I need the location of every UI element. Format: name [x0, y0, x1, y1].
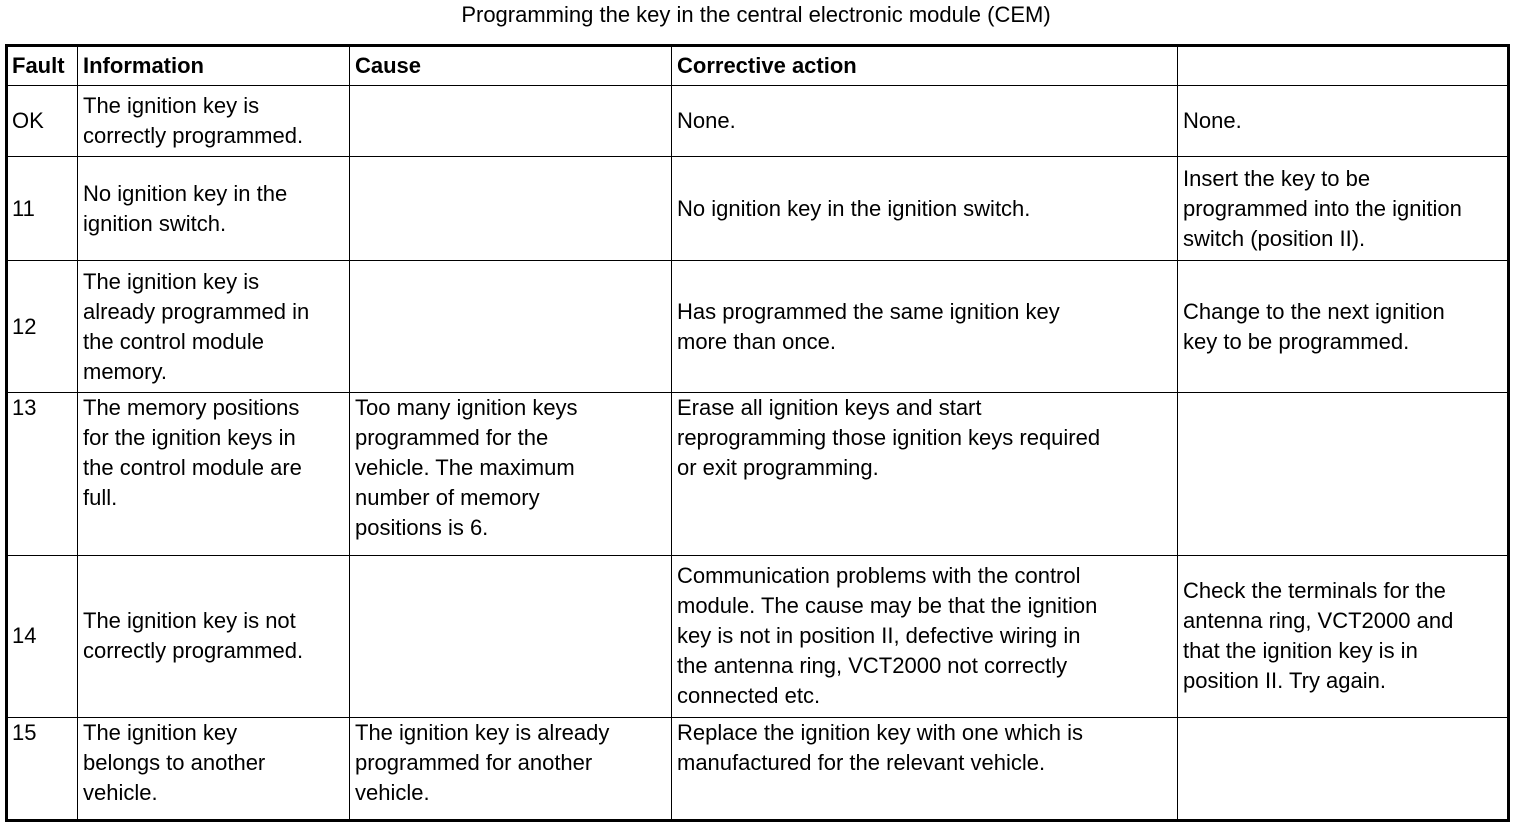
header-information: Information	[78, 46, 350, 86]
cause-cell: Too many ignition keys programmed for the vehicle. The maximum number of memory positions is 6.	[350, 393, 672, 555]
fault-cell: 15	[7, 717, 78, 820]
fault-cell: 14	[7, 555, 78, 717]
information-cell: The ignition key is not correctly programmed.	[78, 555, 350, 717]
fault-cell: 12	[7, 261, 78, 393]
fault-cell: 13	[7, 393, 78, 555]
corrective-action-cell: No ignition key in the ignition switch.	[672, 157, 1178, 261]
fault-code-table	[5, 44, 1510, 822]
fault-cell: 11	[7, 157, 78, 261]
information-cell: The memory positions for the ignition keys in the control module are full.	[78, 393, 350, 555]
header-cause: Cause	[350, 46, 672, 86]
header-fault: Fault	[7, 46, 78, 86]
extra-cell	[1178, 717, 1509, 820]
fault-cell: OK	[7, 86, 78, 157]
header-extra	[1178, 46, 1509, 86]
extra-cell: Insert the key to be programmed into the ignition switch (position II).	[1178, 157, 1509, 261]
table-row	[7, 717, 1509, 820]
table-row	[7, 157, 1509, 261]
cause-cell: The ignition key is already programmed for another vehicle.	[350, 717, 672, 820]
corrective-action-cell: Has programmed the same ignition key more than once.	[672, 261, 1178, 393]
cause-cell	[350, 157, 672, 261]
information-cell: No ignition key in the ignition switch.	[78, 157, 350, 261]
table-row	[7, 393, 1509, 555]
corrective-action-cell: Erase all ignition keys and start reprogramming those ignition keys required or exit programming.	[672, 393, 1178, 555]
extra-cell: Change to the next ignition key to be programmed.	[1178, 261, 1509, 393]
cause-cell	[350, 261, 672, 393]
table-row	[7, 261, 1509, 393]
extra-cell: Check the terminals for the antenna ring, VCT2000 and that the ignition key is in position II. Try again.	[1178, 555, 1509, 717]
cause-cell	[350, 86, 672, 157]
information-cell: The ignition key is already programmed in the control module memory.	[78, 261, 350, 393]
table-header-row	[7, 46, 1509, 86]
information-cell: The ignition key is correctly programmed.	[78, 86, 350, 157]
header-corrective-action: Corrective action	[672, 46, 1178, 86]
extra-cell: None.	[1178, 86, 1509, 157]
document-title: Programming the key in the central electronic module (CEM)	[461, 2, 1051, 27]
extra-cell	[1178, 393, 1509, 555]
table-row	[7, 555, 1509, 717]
corrective-action-cell: None.	[672, 86, 1178, 157]
information-cell: The ignition key belongs to another vehicle.	[78, 717, 350, 820]
table-row	[7, 86, 1509, 157]
cause-cell	[350, 555, 672, 717]
corrective-action-cell: Replace the ignition key with one which is manufactured for the relevant vehicle.	[672, 717, 1178, 820]
corrective-action-cell: Communication problems with the control module. The cause may be that the ignition key is not in position II, defective wiring in the antenna ring, VCT2000 not correctly connected etc.	[672, 555, 1178, 717]
